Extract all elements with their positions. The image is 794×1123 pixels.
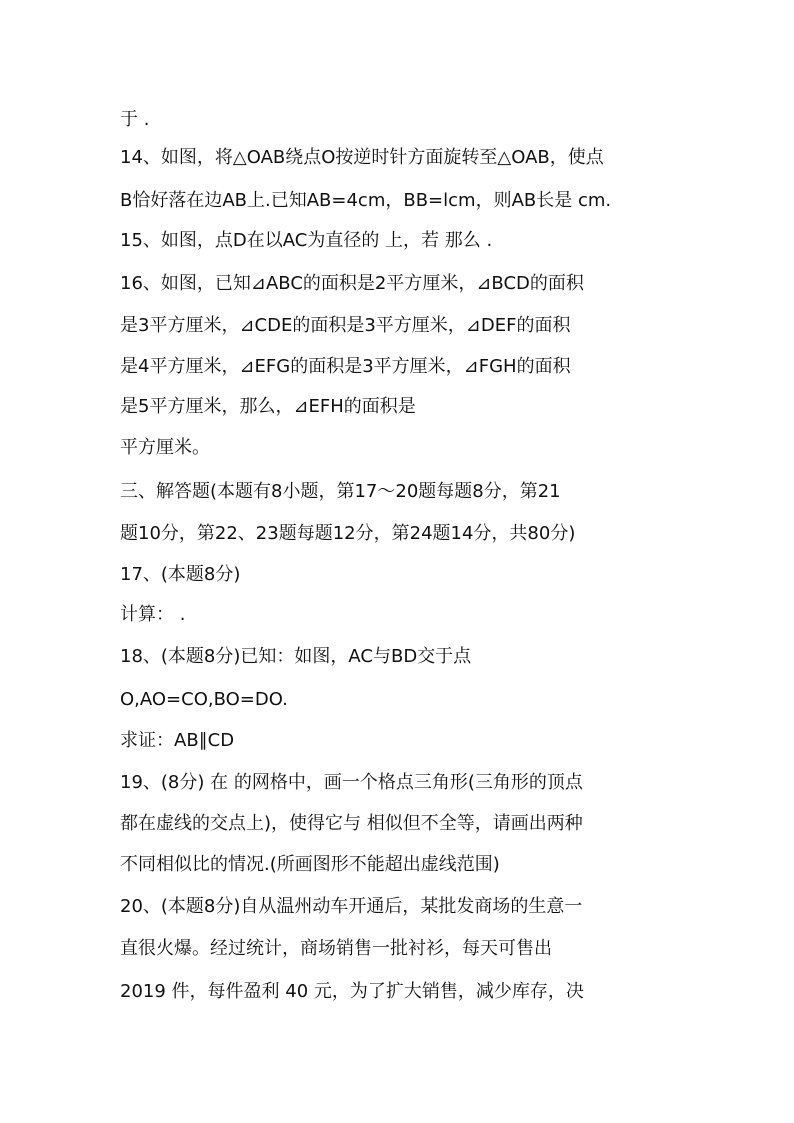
section-3-heading-line-2: 题10分，第22、23题每题12分，第24题14分，共80分): [120, 523, 576, 544]
question-18-line-1: 18、(本题8分)已知：如图，AC与BD交于点: [120, 646, 472, 667]
question-17-heading: 17、(本题8分): [120, 564, 241, 585]
question-19-line-3: 不同相似比的情况.(所画图形不能超出虚线范围): [120, 854, 500, 875]
section-3-heading-line-1: 三、解答题(本题有8小题，第17～20题每题8分，第21: [120, 481, 561, 502]
question-16-line-4: 是5平方厘米，那么，⊿EFH的面积是: [120, 396, 416, 417]
question-16-line-2: 是3平方厘米，⊿CDE的面积是3平方厘米，⊿DEF的面积: [120, 315, 571, 336]
question-16-line-1: 16、如图，已知⊿ABC的面积是2平方厘米，⊿BCD的面积: [120, 273, 584, 294]
question-15: 15、如图，点D在以AC为直径的 上，若 那么 .: [120, 230, 493, 251]
question-20-line-3: 2019 件，每件盈利 40 元，为了扩大销售，减少库存，决: [120, 981, 584, 1002]
question-16-line-5: 平方厘米。: [120, 437, 210, 458]
question-17-body: 计算： .: [120, 604, 186, 625]
text-line: 于 .: [120, 109, 150, 130]
question-16-line-3: 是4平方厘米，⊿EFG的面积是3平方厘米，⊿FGH的面积: [120, 356, 571, 377]
question-18-line-3: 求证：AB∥CD: [120, 730, 235, 751]
question-20-line-2: 直很火爆。经过统计，商场销售一批衬衫，每天可售出: [120, 938, 552, 959]
question-20-line-1: 20、(本题8分)自从温州动车开通后，某批发商场的生意一: [120, 896, 583, 917]
question-14-line-1: 14、如图，将△OAB绕点O按逆时针方面旋转至△OAB，使点: [120, 147, 604, 168]
question-19-line-1: 19、(8分) 在 的网格中，画一个格点三角形(三角形的顶点: [120, 772, 583, 793]
question-19-line-2: 都在虚线的交点上)，使得它与 相似但不全等，请画出两种: [120, 813, 583, 834]
question-14-line-2: B恰好落在边AB上.已知AB=4cm，BB=lcm，则AB长是 cm.: [120, 190, 612, 211]
question-18-line-2: O,AO=CO,BO=DO.: [120, 689, 288, 710]
